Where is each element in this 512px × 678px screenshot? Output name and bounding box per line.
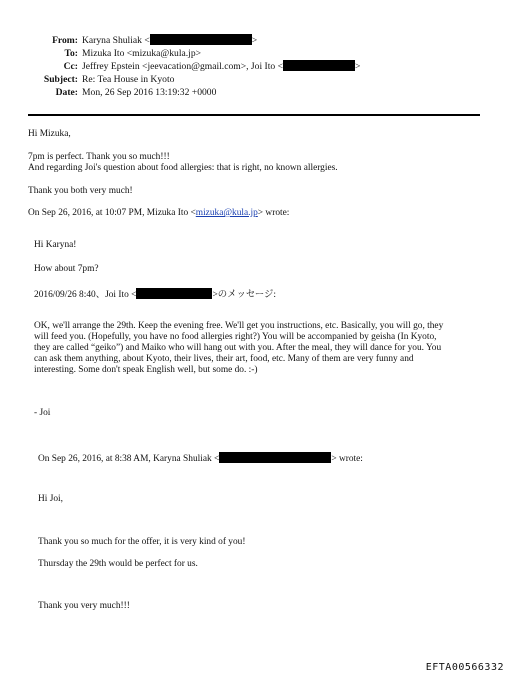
joi-paragraph: OK, we'll arrange the 29th. Keep the evening free. We'll get you instructions, etc. Basically, you will go, they will feed you. (Hopefully, you have no food allergies right?) You will be accompanied by geisha (In Kyoto, they are called “geiko”) and Maiko who will hang out with you. After the meal, they will dance for you. You can ask them anything, about Kyoto, their lives, their art, food, etc. Many of them are very funny and interesting. Some don't speak English well, but some do. :-) [34, 321, 444, 375]
body-thanks: Thank you both very much! [28, 186, 133, 196]
subject-label: Subject: [43, 74, 78, 85]
redaction-block [219, 452, 331, 463]
to-label: To: [64, 48, 78, 59]
joi-signature: - Joi [34, 408, 51, 418]
karyna-line-2: Thursday the 29th would be perfect for us. [38, 559, 198, 569]
karyna-thanks: Thank you very much!!! [38, 601, 130, 611]
quote-header-joi: 2016/09/26 8:40、Joi Ito < >のメッセージ: [34, 290, 277, 300]
quote-header-mizuka: On Sep 26, 2016, at 10:07 PM, Mizuka Ito <mizuka@kula.jp> wrote: [28, 208, 290, 218]
document-id: EFTA00566332 [425, 662, 504, 673]
body-line-1: 7pm is perfect. Thank you so much!!! [28, 152, 170, 162]
cc-value: Jeffrey Epstein <jeevacation@gmail.com>, Joi Ito < [82, 61, 283, 72]
redaction-block [283, 60, 355, 71]
from-label: From: [52, 35, 78, 46]
quote-header-karyna: On Sep 26, 2016, at 8:38 AM, Karyna Shuliak < > wrote: [38, 454, 363, 464]
redaction-block [136, 288, 212, 299]
to-value: Mizuka Ito <mizuka@kula.jp> [82, 48, 202, 59]
mizuka-greeting: Hi Karyna! [34, 240, 77, 250]
date-value: Mon, 26 Sep 2016 13:19:32 +0000 [82, 87, 217, 98]
from-value: Karyna Shuliak < [82, 35, 150, 46]
header-divider [28, 114, 480, 116]
date-label: Date: [55, 87, 78, 98]
body-line-2: And regarding Joi's question about food allergies: that is right, no known allergies. [28, 163, 338, 173]
cc-label: Cc: [63, 61, 78, 72]
redaction-block [150, 34, 252, 45]
subject-value: Re: Tea House in Kyoto [82, 74, 175, 85]
karyna-greeting: Hi Joi, [38, 494, 64, 504]
karyna-line-1: Thank you so much for the offer, it is very kind of you! [38, 537, 246, 547]
email-link[interactable]: mizuka@kula.jp [195, 208, 258, 218]
mizuka-line: How about 7pm? [34, 264, 99, 274]
greeting: Hi Mizuka, [28, 129, 71, 139]
